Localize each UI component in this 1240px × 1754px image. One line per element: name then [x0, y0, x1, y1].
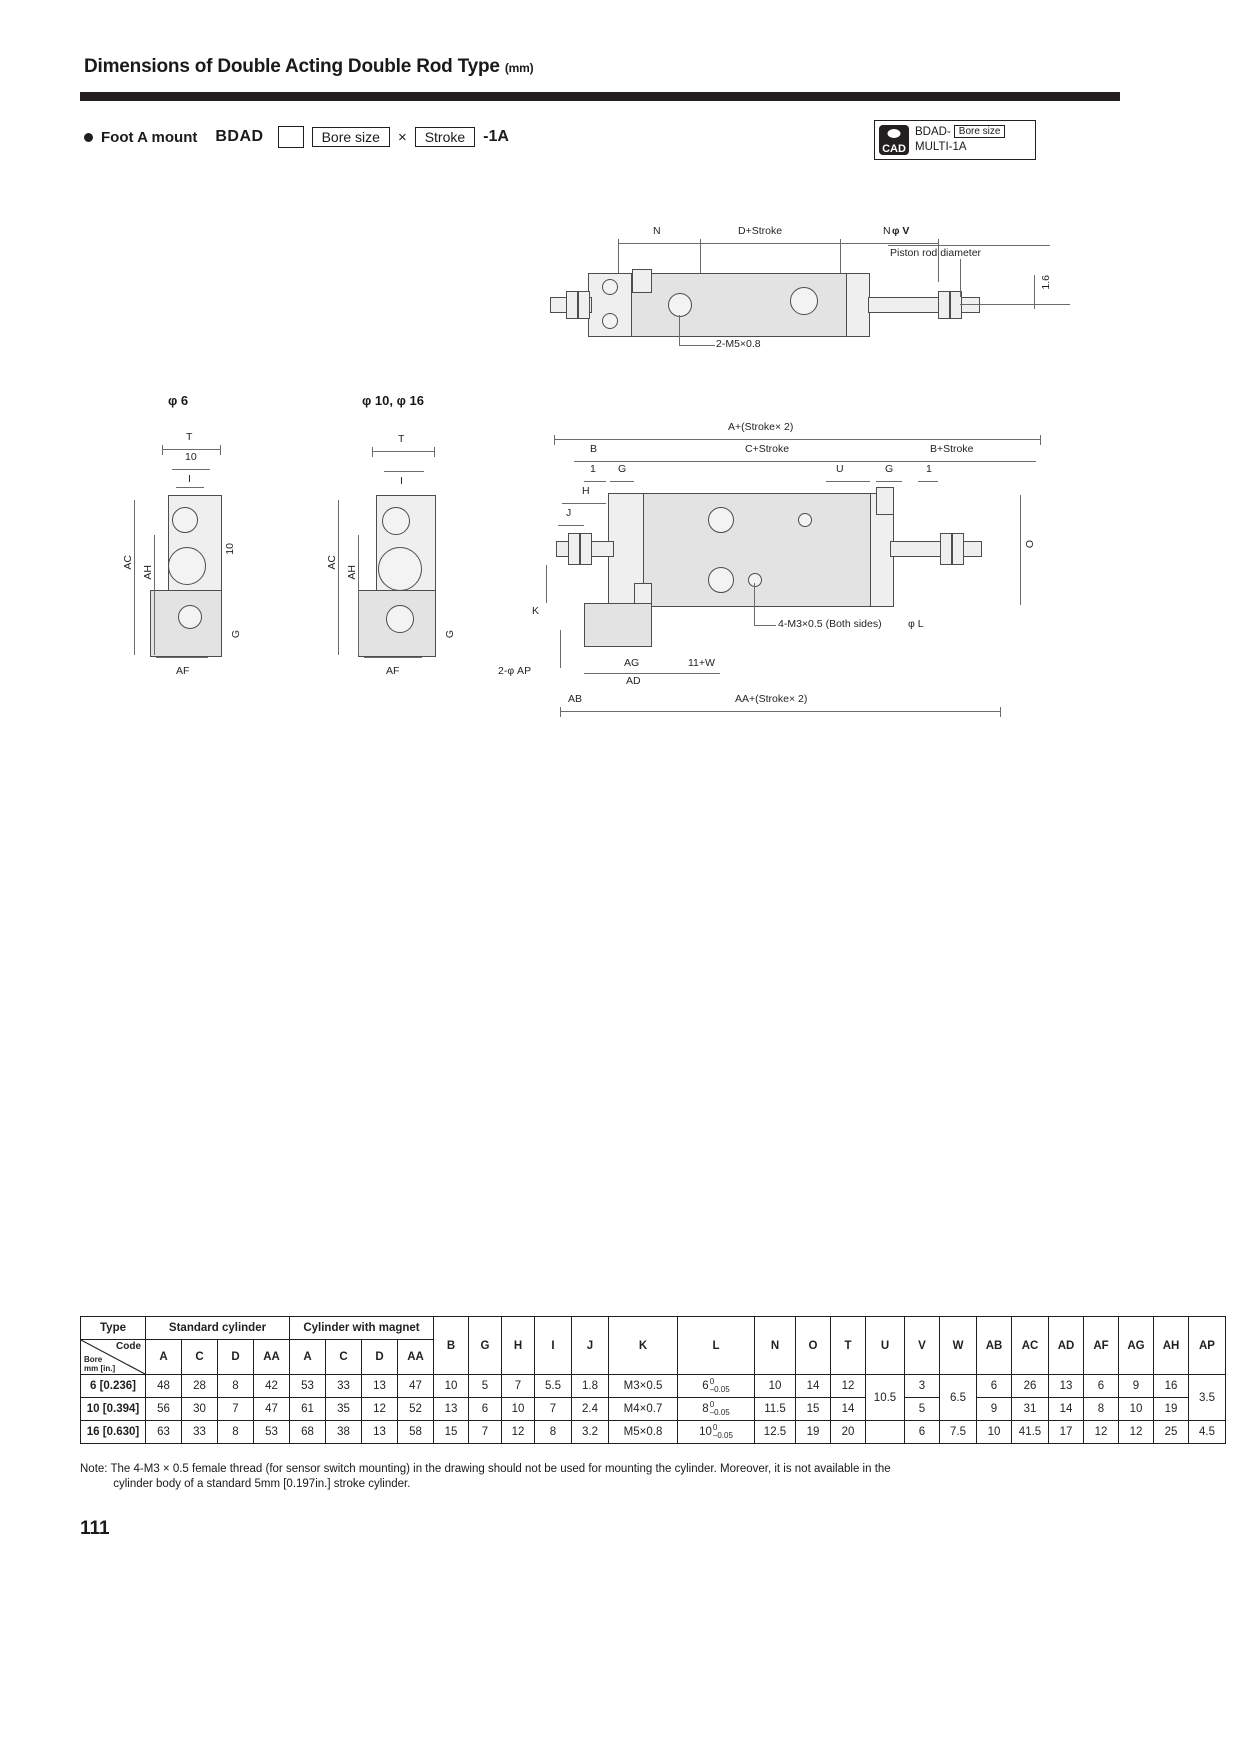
- dim-ad: AD: [626, 675, 641, 687]
- cell-6-AD: 13: [1049, 1375, 1084, 1398]
- cell-16-L-value: 10: [699, 1426, 712, 1439]
- cell-16-L-tol: 0 –0.05: [712, 1423, 733, 1440]
- cell-10-D-mag: 12: [362, 1398, 398, 1421]
- nut-right-1: [938, 291, 950, 319]
- col-head-D-mag: D: [362, 1340, 398, 1375]
- model-code: BDAD: [215, 128, 264, 145]
- dim-b: B: [590, 443, 598, 455]
- col-head-K: K: [609, 1317, 678, 1375]
- label-AC-phi6: AC: [122, 555, 134, 570]
- col-head-AH: AH: [1154, 1317, 1189, 1375]
- dim-w: 11+W: [688, 657, 715, 669]
- col-head-H: H: [502, 1317, 535, 1375]
- thread-note: 4-M3×0.5 (Both sides): [778, 618, 882, 630]
- cell-16-N: 12.5: [755, 1421, 796, 1444]
- cell-U-merged: 10.5: [866, 1375, 905, 1421]
- group-header-standard: Standard cylinder: [146, 1317, 290, 1340]
- header-rule: [80, 92, 1120, 101]
- dim-g-right: G: [885, 463, 894, 475]
- col-head-AP: AP: [1189, 1317, 1226, 1375]
- cell-AP-merged: 3.5: [1189, 1375, 1226, 1421]
- cell-10-AD: 14: [1049, 1398, 1084, 1421]
- cell-10-T: 14: [831, 1398, 866, 1421]
- nut-left-1: [566, 291, 578, 319]
- port-note: 2-M5×0.8: [716, 338, 761, 350]
- hole-bottom-phi1016: [386, 605, 414, 633]
- group-header-type: Type: [81, 1317, 146, 1340]
- footnote-prefix: Note:: [80, 1463, 108, 1475]
- stroke-box: Stroke: [415, 127, 475, 147]
- cell-10-V: 5: [905, 1398, 940, 1421]
- dim-c-stroke: C+Stroke: [745, 443, 790, 455]
- dim-g-left: G: [618, 463, 627, 475]
- dim-n-left: N: [653, 225, 661, 237]
- col-head-AB: AB: [977, 1317, 1012, 1375]
- page-title: [84, 56, 533, 78]
- cell-10-AC: 31: [1012, 1398, 1049, 1421]
- cell-6-AB: 6: [977, 1375, 1012, 1398]
- label-k: K: [532, 605, 540, 617]
- label-AC-phi1016: AC: [326, 555, 338, 570]
- nut-front-left-2: [580, 533, 592, 565]
- col-head-O: O: [796, 1317, 831, 1375]
- cell-16-T: 20: [831, 1421, 866, 1444]
- dim-d-stroke: D+Stroke: [738, 225, 783, 237]
- mount-heading: [84, 126, 509, 148]
- cell-10-B: 13: [434, 1398, 469, 1421]
- port-circle-left: [668, 293, 692, 317]
- cell-6-C-std: 28: [182, 1375, 218, 1398]
- col-head-U: U: [866, 1317, 905, 1375]
- cell-16-U: [866, 1421, 905, 1444]
- multiply-symbol: ×: [397, 128, 407, 146]
- cad-line1-prefix: BDAD-: [915, 125, 951, 138]
- cell-16-A-mag: 68: [290, 1421, 326, 1444]
- cell-6-L-tol: 0 –0.05: [709, 1377, 730, 1394]
- col-head-A-mag: A: [290, 1340, 326, 1375]
- section-title-phi6: [168, 393, 188, 408]
- table-row: [81, 1421, 1226, 1444]
- cell-6-V: 3: [905, 1375, 940, 1398]
- cell-10-C-mag: 35: [326, 1398, 362, 1421]
- rod-hole-phi6: [168, 547, 206, 585]
- cell-6-O: 14: [796, 1375, 831, 1398]
- dim-a-stroke: A+(Stroke× 2): [728, 421, 794, 433]
- cell-10-I: 7: [535, 1398, 572, 1421]
- dim-1-6: 1.6: [1040, 275, 1052, 290]
- cell-16-V: 6: [905, 1421, 940, 1444]
- section-title-phi1016-text: φ 10, φ 16: [362, 393, 424, 408]
- cell-10-L-tol: 0 –0.05: [709, 1400, 730, 1417]
- cell-16-AG: 12: [1119, 1421, 1154, 1444]
- cad-line2: MULTI-1A: [915, 141, 967, 153]
- cad-bore-box: Bore size: [954, 125, 1006, 138]
- col-head-W: W: [940, 1317, 977, 1375]
- cell-10-H: 10: [502, 1398, 535, 1421]
- dim-j: J: [566, 507, 572, 519]
- cell-16-AC: 41.5: [1012, 1421, 1049, 1444]
- cell-6-I: 5.5: [535, 1375, 572, 1398]
- sensor-hole-top: [708, 507, 734, 533]
- col-head-J: J: [572, 1317, 609, 1375]
- cell-16-D-std: 8: [218, 1421, 254, 1444]
- cell-16-A-std: 63: [146, 1421, 182, 1444]
- col-head-T: T: [831, 1317, 866, 1375]
- cell-10-K: M4×0.7: [609, 1398, 678, 1421]
- label-10-top-phi6: 10: [185, 451, 197, 463]
- cad-icon: [879, 125, 909, 155]
- cell-10-AF: 8: [1084, 1398, 1119, 1421]
- mount-label: Foot A mount: [101, 128, 198, 146]
- footnote-line1: The 4-M3 × 0.5 female thread (for sensor switch mounting) in the drawing should not be used for mounting the cylinder. Moreover, it is not available in the: [110, 1463, 891, 1475]
- rod-right: [868, 297, 980, 313]
- cell-6-K: M3×0.5: [609, 1375, 678, 1398]
- hole-top-phi1016: [382, 507, 410, 535]
- knurl-front: [876, 487, 894, 515]
- section-title-phi1016: [362, 393, 424, 408]
- dim-u: U: [836, 463, 844, 475]
- section-view-phi6: [120, 425, 280, 675]
- col-head-AF: AF: [1084, 1317, 1119, 1375]
- row-bore-6: 6 [0.236]: [81, 1375, 146, 1398]
- dim-ab: AB: [568, 693, 583, 705]
- col-head-B: B: [434, 1317, 469, 1375]
- cell-6-L: [678, 1375, 755, 1398]
- cell-16-AH: 25: [1154, 1421, 1189, 1444]
- variant-box: [278, 126, 304, 148]
- mount-hole-bottom: [602, 313, 618, 329]
- cell-10-AA-mag: 52: [398, 1398, 434, 1421]
- small-hole-top: [798, 513, 812, 527]
- cell-10-N: 11.5: [755, 1398, 796, 1421]
- label-T-phi1016: T: [398, 433, 405, 445]
- cell-10-A-mag: 61: [290, 1398, 326, 1421]
- corner-bore-line1: Bore: [84, 1355, 103, 1364]
- cell-6-AA-std: 42: [254, 1375, 290, 1398]
- cell-16-AP: 4.5: [1189, 1421, 1226, 1444]
- cad-icon-text: CAD: [882, 143, 906, 155]
- dim-ag: AG: [624, 657, 640, 669]
- mount-hole-top: [602, 279, 618, 295]
- rod-front-right: [890, 541, 982, 557]
- cell-10-AA-std: 47: [254, 1398, 290, 1421]
- rod-hole-phi1016: [378, 547, 422, 591]
- cell-10-L: [678, 1398, 755, 1421]
- small-hole-bottom: [748, 573, 762, 587]
- model-suffix: -1A: [483, 128, 509, 145]
- piston-rod-note: Piston rod diameter: [890, 247, 982, 259]
- cell-16-D-mag: 13: [362, 1421, 398, 1444]
- cell-10-AB: 9: [977, 1398, 1012, 1421]
- section-title-phi6-text: φ 6: [168, 393, 189, 408]
- front-view-drawing: [498, 415, 1100, 745]
- cell-6-AA-mag: 47: [398, 1375, 434, 1398]
- label-10-side-phi6: 10: [224, 543, 236, 555]
- cad-badge: [874, 120, 1036, 160]
- col-head-I: I: [535, 1317, 572, 1375]
- cell-6-J: 1.8: [572, 1375, 609, 1398]
- cylinder-head-right: [846, 273, 870, 337]
- nut-front-right-1: [940, 533, 952, 565]
- label-T-phi6: T: [186, 431, 193, 443]
- dim-h: H: [582, 485, 590, 497]
- col-head-D-std: D: [218, 1340, 254, 1375]
- label-AH-phi6: AH: [142, 565, 154, 580]
- cell-10-L-value: 8: [702, 1403, 709, 1416]
- cell-6-AH: 16: [1154, 1375, 1189, 1398]
- page-title-unit: (mm): [504, 61, 534, 75]
- col-head-A-std: A: [146, 1340, 182, 1375]
- cell-6-D-mag: 13: [362, 1375, 398, 1398]
- label-I-phi6: I: [188, 473, 191, 485]
- cell-16-H: 12: [502, 1421, 535, 1444]
- cell-16-AF: 12: [1084, 1421, 1119, 1444]
- section-view-phi1016: [320, 425, 490, 675]
- cell-16-J: 3.2: [572, 1421, 609, 1444]
- corner-code-label: Code: [116, 1341, 141, 1352]
- cell-16-C-std: 33: [182, 1421, 218, 1444]
- dim-n-right: N: [883, 225, 891, 237]
- knurl-left: [632, 269, 652, 293]
- cell-10-D-std: 7: [218, 1398, 254, 1421]
- col-head-V: V: [905, 1317, 940, 1375]
- footnote: [80, 1462, 1125, 1492]
- cell-6-AC: 26: [1012, 1375, 1049, 1398]
- cell-16-AA-mag: 58: [398, 1421, 434, 1444]
- dim-aa-stroke: AA+(Stroke× 2): [735, 693, 808, 705]
- page-title-text: Dimensions of Double Acting Double Rod Type: [84, 56, 500, 77]
- label-G-phi1016: G: [444, 630, 456, 639]
- dim-b-stroke: B+Stroke: [930, 443, 974, 455]
- cell-16-O: 19: [796, 1421, 831, 1444]
- cell-6-AF: 6: [1084, 1375, 1119, 1398]
- cell-16-B: 15: [434, 1421, 469, 1444]
- sensor-hole-bottom: [708, 567, 734, 593]
- nut-front-left-1: [568, 533, 580, 565]
- table-corner-cell: [81, 1340, 146, 1375]
- col-head-AG: AG: [1119, 1317, 1154, 1375]
- row-bore-10: 10 [0.394]: [81, 1398, 146, 1421]
- cell-6-A-mag: 53: [290, 1375, 326, 1398]
- nut-left-2: [578, 291, 590, 319]
- label-AF-phi1016: AF: [386, 665, 400, 677]
- cell-16-C-mag: 38: [326, 1421, 362, 1444]
- cell-16-G: 7: [469, 1421, 502, 1444]
- table-group-header-row: [81, 1317, 1226, 1340]
- cell-6-C-mag: 33: [326, 1375, 362, 1398]
- cell-16-K: M5×0.8: [609, 1421, 678, 1444]
- cell-10-G: 6: [469, 1398, 502, 1421]
- bore-size-box: Bore size: [312, 127, 390, 147]
- label-2-phi-ap: 2-φ AP: [498, 665, 532, 677]
- cell-6-H: 7: [502, 1375, 535, 1398]
- table-row: [81, 1398, 1226, 1421]
- cell-6-D-std: 8: [218, 1375, 254, 1398]
- cell-16-AB: 10: [977, 1421, 1012, 1444]
- cell-10-AG: 10: [1119, 1398, 1154, 1421]
- label-I-phi1016: I: [400, 475, 403, 487]
- cylinder-body-front: [640, 493, 892, 607]
- col-head-L: L: [678, 1317, 755, 1375]
- col-head-AA-std: AA: [254, 1340, 290, 1375]
- cell-16-AA-std: 53: [254, 1421, 290, 1444]
- cell-W-merged: 6.5: [940, 1375, 977, 1421]
- top-view-drawing: [540, 215, 1100, 375]
- col-head-AA-mag: AA: [398, 1340, 434, 1375]
- bullet-icon: [84, 133, 93, 142]
- hole-bottom-phi6: [178, 605, 202, 629]
- cell-6-L-value: 6: [702, 1380, 709, 1393]
- page-number: 111: [80, 1518, 110, 1539]
- cell-16-W: 7.5: [940, 1421, 977, 1444]
- row-bore-16: 16 [0.630]: [81, 1421, 146, 1444]
- cell-16-AD: 17: [1049, 1421, 1084, 1444]
- dim-o: O: [1024, 540, 1036, 549]
- label-G-phi6: G: [230, 630, 242, 639]
- group-header-magnet: Cylinder with magnet: [290, 1317, 434, 1340]
- cell-6-N: 10: [755, 1375, 796, 1398]
- corner-bore-label: [84, 1355, 115, 1373]
- label-AF-phi6: AF: [176, 665, 190, 677]
- cell-6-B: 10: [434, 1375, 469, 1398]
- phi-l-label: φ L: [908, 618, 924, 630]
- col-head-G: G: [469, 1317, 502, 1375]
- cell-6-A-std: 48: [146, 1375, 182, 1398]
- cell-16-I: 8: [535, 1421, 572, 1444]
- nut-front-right-2: [952, 533, 964, 565]
- cell-6-G: 5: [469, 1375, 502, 1398]
- cell-10-O: 15: [796, 1398, 831, 1421]
- port-circle-right: [790, 287, 818, 315]
- cell-10-A-std: 56: [146, 1398, 182, 1421]
- col-head-AC: AC: [1012, 1317, 1049, 1375]
- col-head-C-std: C: [182, 1340, 218, 1375]
- cell-10-J: 2.4: [572, 1398, 609, 1421]
- cell-6-T: 12: [831, 1375, 866, 1398]
- cell-10-AH: 19: [1154, 1398, 1189, 1421]
- col-head-AD: AD: [1049, 1317, 1084, 1375]
- table-row: [81, 1375, 1226, 1398]
- label-AH-phi1016: AH: [346, 565, 358, 580]
- hole-top-phi6: [172, 507, 198, 533]
- corner-bore-line2: mm [in.]: [84, 1364, 116, 1373]
- phi-v-label: φ V: [892, 225, 910, 237]
- col-head-C-mag: C: [326, 1340, 362, 1375]
- foot-bracket-front: [584, 603, 652, 647]
- dim-1-right: 1: [926, 463, 932, 475]
- cell-6-AG: 9: [1119, 1375, 1154, 1398]
- dimension-table: [80, 1316, 1226, 1444]
- cell-16-L: [678, 1421, 755, 1444]
- dim-1-left: 1: [590, 463, 596, 475]
- col-head-N: N: [755, 1317, 796, 1375]
- cad-line1: [915, 125, 1005, 138]
- cell-10-C-std: 30: [182, 1398, 218, 1421]
- cad-icon-dot: [888, 129, 901, 138]
- footnote-line2: cylinder body of a standard 5mm [0.197in.] stroke cylinder.: [113, 1478, 411, 1490]
